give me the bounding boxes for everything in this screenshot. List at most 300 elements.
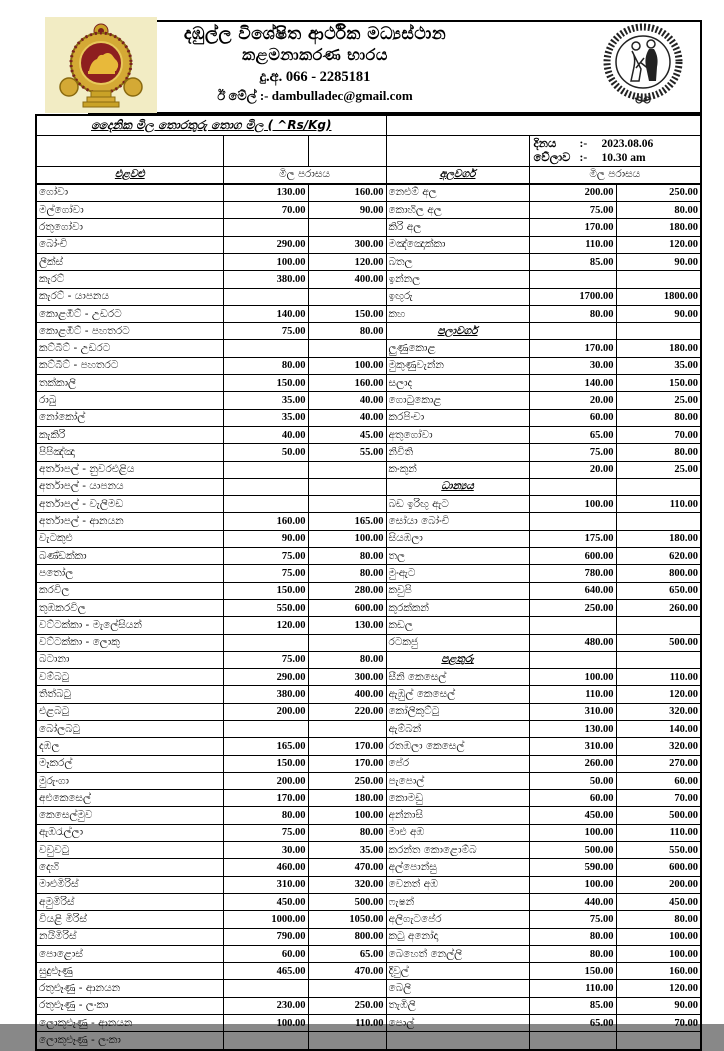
item-name-cell: පැපොල් [386, 772, 529, 789]
item-name-cell: පොළොස් [36, 945, 223, 962]
item-name-cell: අමුමිරිස් [36, 893, 223, 910]
table-row [36, 772, 701, 789]
price-min-cell: 75.00 [529, 202, 616, 219]
table-row [36, 426, 701, 443]
price-min-cell: 780.00 [529, 565, 616, 582]
table-row [36, 461, 701, 478]
price-min-cell [529, 617, 616, 634]
item-name-cell: ලීක්ස් [36, 253, 223, 270]
price-max-cell [308, 340, 386, 357]
price-min-cell: 30.00 [223, 842, 308, 859]
item-name-cell: රතඹලා කෙසෙල් [386, 738, 529, 755]
time-separator: :- [579, 151, 588, 164]
price-min-cell: 140.00 [223, 305, 308, 322]
item-name-cell: රාබු [36, 392, 223, 409]
item-name-cell: කැකිරි [36, 426, 223, 443]
price-min-cell: 75.00 [529, 444, 616, 461]
item-name-cell: සියඹලා [386, 530, 529, 547]
price-min-cell [223, 461, 308, 478]
subtitle-row [36, 115, 701, 135]
price-max-cell [308, 1032, 386, 1050]
item-name-cell: ෆැෂන් [386, 893, 529, 910]
price-rows [36, 184, 701, 1050]
price-min-cell: 80.00 [223, 807, 308, 824]
time-value: 10.30 am [601, 151, 646, 164]
section-header-cell: පළතුරු [386, 651, 529, 668]
item-name-cell: කොළඹීට් - පහතරට [36, 323, 223, 340]
table-row [36, 271, 701, 288]
item-name-cell: පිපිඤ්ඤා [36, 444, 223, 461]
item-name-cell: තක්කාලි [36, 375, 223, 392]
item-name-cell [386, 1032, 529, 1050]
table-row [36, 945, 701, 962]
price-min-cell: 150.00 [223, 375, 308, 392]
table-row [36, 617, 701, 634]
item-name-cell: තුඹකරවිල [36, 599, 223, 616]
item-name-cell: වියළි මිරිස් [36, 911, 223, 928]
price-min-cell: 640.00 [529, 582, 616, 599]
price-max-cell: 470.00 [308, 963, 386, 980]
table-row [36, 859, 701, 876]
item-name-cell: කිරි අල [386, 219, 529, 236]
price-max-cell: 70.00 [616, 790, 701, 807]
price-max-cell [308, 288, 386, 305]
price-min-cell: 75.00 [223, 323, 308, 340]
item-name-cell: කට්බීට් - පහතරට [36, 357, 223, 374]
price-min-cell: 100.00 [529, 669, 616, 686]
price-max-cell: 500.00 [616, 634, 701, 651]
price-max-cell: 150.00 [308, 305, 386, 322]
empty-cell [386, 135, 529, 166]
item-name-cell: කවුපි [386, 582, 529, 599]
item-name-cell: පතෝල [36, 565, 223, 582]
item-name-cell: කැරට් [36, 271, 223, 288]
table-row [36, 911, 701, 928]
price-min-cell: 130.00 [223, 184, 308, 202]
price-min-cell: 65.00 [529, 1015, 616, 1032]
time-label: වේලාව [533, 151, 571, 164]
price-max-cell: 160.00 [308, 375, 386, 392]
price-max-cell: 120.00 [616, 236, 701, 253]
price-min-cell: 150.00 [223, 755, 308, 772]
table-row [36, 375, 701, 392]
table-row [36, 496, 701, 513]
price-max-cell: 300.00 [308, 236, 386, 253]
price-min-cell: 85.00 [529, 253, 616, 270]
price-min-cell: 140.00 [529, 375, 616, 392]
price-max-cell: 120.00 [616, 686, 701, 703]
price-min-cell: 110.00 [529, 686, 616, 703]
price-min-cell: 120.00 [223, 617, 308, 634]
price-max-cell: 180.00 [308, 790, 386, 807]
price-min-cell: 50.00 [223, 444, 308, 461]
price-max-cell: 60.00 [616, 772, 701, 789]
price-min-cell [223, 1032, 308, 1050]
item-name-cell: බෝංචි [36, 236, 223, 253]
price-min-cell: 550.00 [223, 599, 308, 616]
item-name-cell: සෝයා බෝංචි [386, 513, 529, 530]
price-max-cell [616, 271, 701, 288]
table-row [36, 253, 701, 270]
vegetables-column-header: එළවළු [36, 166, 223, 184]
item-name-cell: ඇඹරැල්ලා [36, 824, 223, 841]
price-min-cell: 75.00 [223, 651, 308, 668]
price-min-cell [223, 721, 308, 738]
tubers-column-header: අලවර්ග [386, 166, 529, 184]
price-min-cell: 310.00 [529, 703, 616, 720]
price-min-cell: 40.00 [223, 426, 308, 443]
price-min-cell: 100.00 [529, 496, 616, 513]
table-row [36, 323, 701, 340]
price-min-cell: 80.00 [529, 305, 616, 322]
price-max-cell [616, 513, 701, 530]
item-name-cell: තැඹිලි [386, 997, 529, 1014]
price-max-cell: 45.00 [308, 426, 386, 443]
item-name-cell: තල [386, 548, 529, 565]
price-min-cell: 70.00 [223, 202, 308, 219]
price-min-cell: 150.00 [529, 963, 616, 980]
price-max-cell: 80.00 [616, 202, 701, 219]
item-name-cell: වට්ටක්කා - මැලේසියන් [36, 617, 223, 634]
item-name-cell: නෝකෝල් [36, 409, 223, 426]
price-min-cell: 35.00 [223, 392, 308, 409]
item-name-cell: වැටකුළු [36, 530, 223, 547]
item-name-cell: අලිගැටපේර [386, 911, 529, 928]
price-max-cell: 100.00 [616, 928, 701, 945]
price-max-cell: 500.00 [308, 893, 386, 910]
price-min-cell: 460.00 [223, 859, 308, 876]
table-row [36, 1015, 701, 1032]
item-name-cell: අල්පොන්සු [386, 859, 529, 876]
item-name-cell: කොළඹීට් - උඩරට [36, 305, 223, 322]
price-min-cell: 50.00 [529, 772, 616, 789]
email-line [150, 88, 480, 104]
price-max-cell: 80.00 [616, 911, 701, 928]
price-min-cell: 30.00 [529, 357, 616, 374]
price-min-cell: 130.00 [529, 721, 616, 738]
price-min-cell: 500.00 [529, 842, 616, 859]
item-name-cell: මඤ්ඤොක්කා [386, 236, 529, 253]
item-name-cell: ලොකුළූණු - ආනයන [36, 1015, 223, 1032]
price-max-cell: 70.00 [616, 1015, 701, 1032]
price-min-cell: 100.00 [529, 876, 616, 893]
price-min-cell: 380.00 [223, 271, 308, 288]
price-min-cell: 230.00 [223, 997, 308, 1014]
table-row [36, 184, 701, 202]
price-max-cell: 400.00 [308, 686, 386, 703]
item-name-cell: බටානා [36, 651, 223, 668]
org-title-line2: කළමනාකරණ භාරය [242, 45, 388, 65]
price-max-cell: 250.00 [308, 772, 386, 789]
item-name-cell: දෙහි [36, 859, 223, 876]
price-max-cell: 90.00 [308, 202, 386, 219]
phone-line: දු.අ. 066 - 2285181 [259, 69, 371, 86]
price-min-cell: 85.00 [529, 997, 616, 1014]
price-min-cell [223, 288, 308, 305]
price-min-cell: 110.00 [529, 236, 616, 253]
item-name-cell: රතුළූණු - ආනයන [36, 980, 223, 997]
table-row [36, 790, 701, 807]
table-row [36, 755, 701, 772]
price-max-cell: 80.00 [308, 548, 386, 565]
price-max-cell: 800.00 [616, 565, 701, 582]
date-separator: :- [579, 137, 588, 150]
price-max-cell [616, 1032, 701, 1050]
price-min-cell [529, 271, 616, 288]
table-row [36, 669, 701, 686]
price-max-cell: 150.00 [616, 375, 701, 392]
table-row [36, 288, 701, 305]
table-row [36, 824, 701, 841]
price-max-cell: 90.00 [616, 305, 701, 322]
price-max-cell [308, 219, 386, 236]
item-name-cell: වවුවටු [36, 842, 223, 859]
table-row [36, 565, 701, 582]
price-max-cell: 400.00 [308, 271, 386, 288]
item-name-cell: නයිමිරිස් [36, 928, 223, 945]
table-row [36, 340, 701, 357]
price-min-cell: 100.00 [223, 1015, 308, 1032]
subtitle-cell [36, 115, 386, 135]
item-name-cell: වට්ටක්කා - ලොකු [36, 634, 223, 651]
price-min-cell: 450.00 [529, 807, 616, 824]
price-max-cell: 180.00 [616, 340, 701, 357]
price-max-cell: 600.00 [616, 859, 701, 876]
price-min-cell [223, 634, 308, 651]
price-max-cell: 250.00 [616, 184, 701, 202]
item-name-cell: ඉඟුරු [386, 288, 529, 305]
price-min-cell: 590.00 [529, 859, 616, 876]
price-min-cell [529, 1032, 616, 1050]
price-min-cell: 290.00 [223, 236, 308, 253]
item-name-cell: කෙසෙල්මුව [36, 807, 223, 824]
item-name-cell: කඩල [386, 617, 529, 634]
item-name-cell: කෝලිකුට්ටු [386, 703, 529, 720]
price-max-cell [308, 496, 386, 513]
price-max-cell: 220.00 [308, 703, 386, 720]
price-max-cell: 100.00 [308, 530, 386, 547]
price-min-cell: 290.00 [223, 669, 308, 686]
item-name-cell: රතුළූණු - ලංකා [36, 997, 223, 1014]
price-min-cell: 1700.00 [529, 288, 616, 305]
price-max-cell: 40.00 [308, 392, 386, 409]
table-row [36, 582, 701, 599]
price-max-cell: 55.00 [308, 444, 386, 461]
empty-cell [223, 135, 308, 166]
section-header-cell: පලාවර්ග [386, 323, 529, 340]
trust-seal-icon [593, 24, 693, 108]
price-min-cell: 170.00 [529, 340, 616, 357]
item-name-cell: බතල [386, 253, 529, 270]
item-name-cell: නෙළුම් අල [386, 184, 529, 202]
item-name-cell: කැරට් - යාපනය [36, 288, 223, 305]
item-name-cell: බෙහෙත් නෙල්ලි [386, 945, 529, 962]
price-max-cell: 70.00 [616, 426, 701, 443]
table-row [36, 599, 701, 616]
section-header-cell: ධාන්‍යය [386, 478, 529, 495]
price-min-cell: 200.00 [529, 184, 616, 202]
price-min-cell: 75.00 [223, 548, 308, 565]
item-name-cell: අර්තාපල් - නුවරඑළිය [36, 461, 223, 478]
price-min-cell [529, 323, 616, 340]
item-name-cell: බඩ ඉරිඟු ඇට [386, 496, 529, 513]
price-max-cell: 160.00 [616, 963, 701, 980]
price-max-cell: 80.00 [616, 409, 701, 426]
price-max-cell: 110.00 [616, 824, 701, 841]
price-min-cell [529, 478, 616, 495]
price-min-cell [223, 340, 308, 357]
price-max-cell: 270.00 [616, 755, 701, 772]
item-name-cell: කොමඩු [386, 790, 529, 807]
table-row [36, 478, 701, 495]
sri-lanka-emblem-icon [45, 17, 157, 113]
price-max-cell: 800.00 [308, 928, 386, 945]
price-max-cell: 165.00 [308, 513, 386, 530]
item-name-cell: කොහිල අල [386, 202, 529, 219]
date-value: 2023.08.06 [601, 137, 654, 150]
price-max-cell [308, 478, 386, 495]
table-row [36, 928, 701, 945]
price-min-cell: 20.00 [529, 461, 616, 478]
item-name-cell: මෑකරල් [36, 755, 223, 772]
price-min-cell: 790.00 [223, 928, 308, 945]
item-name-cell: අර්තාපල් - යාපනය [36, 478, 223, 495]
item-name-cell: බෝලබටු [36, 721, 223, 738]
item-name-cell: රටකජු [386, 634, 529, 651]
price-max-cell: 35.00 [616, 357, 701, 374]
price-max-cell: 80.00 [616, 444, 701, 461]
item-name-cell: තිත්බටු [36, 686, 223, 703]
price-table [35, 114, 702, 1051]
price-max-cell: 450.00 [616, 893, 701, 910]
empty-cell [36, 135, 223, 166]
item-name-cell: අතුගෝවා [386, 426, 529, 443]
column-header-row [36, 166, 701, 184]
item-name-cell: කරපිංචා [386, 409, 529, 426]
price-max-cell [308, 980, 386, 997]
item-name-cell: කට්බීට් - උඩරට [36, 340, 223, 357]
price-min-cell: 440.00 [529, 893, 616, 910]
price-max-cell: 320.00 [616, 738, 701, 755]
item-name-cell: මාළු අඹ [386, 824, 529, 841]
price-min-cell: 310.00 [223, 876, 308, 893]
price-max-cell: 620.00 [616, 548, 701, 565]
price-max-cell: 180.00 [616, 530, 701, 547]
header-text-block [150, 24, 480, 104]
item-name-cell: අළුකෙසෙල් [36, 790, 223, 807]
price-max-cell: 470.00 [308, 859, 386, 876]
price-max-cell: 80.00 [308, 323, 386, 340]
price-min-cell: 80.00 [529, 945, 616, 962]
subtitle-text: දෛනික මිල තොරතුරු තොග මිල ( ^Rs/Kg) [91, 117, 332, 132]
table-row [36, 236, 701, 253]
price-max-cell: 90.00 [616, 253, 701, 270]
price-min-cell: 250.00 [529, 599, 616, 616]
price-max-cell [616, 478, 701, 495]
price-min-cell: 80.00 [223, 357, 308, 374]
table-row [36, 963, 701, 980]
table-row [36, 513, 701, 530]
price-max-cell: 100.00 [308, 357, 386, 374]
item-name-cell: කංකුන් [386, 461, 529, 478]
email-address: dambulladec@gmail.com [271, 88, 413, 104]
price-max-cell: 280.00 [308, 582, 386, 599]
price-min-cell: 260.00 [529, 755, 616, 772]
item-name-cell: බෙලි [386, 980, 529, 997]
price-max-cell: 80.00 [308, 651, 386, 668]
price-max-cell: 180.00 [616, 219, 701, 236]
price-max-cell: 120.00 [308, 253, 386, 270]
table-row [36, 893, 701, 910]
price-max-cell: 170.00 [308, 738, 386, 755]
table-row [36, 876, 701, 893]
price-min-cell: 465.00 [223, 963, 308, 980]
price-min-cell: 600.00 [529, 548, 616, 565]
price-max-cell: 260.00 [616, 599, 701, 616]
item-name-cell: වෙනත් අඹ [386, 876, 529, 893]
price-max-cell: 130.00 [308, 617, 386, 634]
item-name-cell: මාළුමිරිස් [36, 876, 223, 893]
table-row [36, 807, 701, 824]
price-min-cell: 165.00 [223, 738, 308, 755]
price-min-cell: 170.00 [529, 219, 616, 236]
item-name-cell: ගොටුකොළ [386, 392, 529, 409]
table-row [36, 651, 701, 668]
price-max-cell: 110.00 [616, 669, 701, 686]
table-row [36, 548, 701, 565]
item-name-cell: අර්තාපල් - ආනයන [36, 513, 223, 530]
item-name-cell: ලුණුකොළ [386, 340, 529, 357]
table-row [36, 1032, 701, 1050]
item-name-cell: කටු අනෝදා [386, 928, 529, 945]
price-max-cell: 110.00 [616, 496, 701, 513]
price-min-cell: 80.00 [529, 928, 616, 945]
price-min-cell: 310.00 [529, 738, 616, 755]
price-min-cell [223, 496, 308, 513]
table-row [36, 392, 701, 409]
item-name-cell: එළබටු [36, 703, 223, 720]
item-name-cell: කරවිල [36, 582, 223, 599]
table-row [36, 686, 701, 703]
price-min-cell: 450.00 [223, 893, 308, 910]
table-row [36, 703, 701, 720]
price-min-cell: 75.00 [529, 911, 616, 928]
item-name-cell: නිවිති [386, 444, 529, 461]
date-label: දිනය [533, 137, 557, 150]
price-min-cell: 100.00 [529, 824, 616, 841]
table-row [36, 409, 701, 426]
price-min-cell: 100.00 [223, 253, 308, 270]
price-max-cell [308, 634, 386, 651]
price-max-cell: 1800.00 [616, 288, 701, 305]
item-name-cell: දිවුල් [386, 963, 529, 980]
price-max-cell [616, 651, 701, 668]
email-label: ඊ මේල් :- [217, 88, 269, 104]
item-name-cell: පේර [386, 755, 529, 772]
price-max-cell [616, 617, 701, 634]
price-min-cell: 90.00 [223, 530, 308, 547]
price-max-cell: 25.00 [616, 392, 701, 409]
table-row [36, 219, 701, 236]
item-name-cell: ඉන්නල [386, 271, 529, 288]
price-min-cell: 110.00 [529, 980, 616, 997]
item-name-cell: මුකුණුවැන්න [386, 357, 529, 374]
org-title-line1: දඹුල්ල විශේෂිත ආර්ථික මධ්‍යස්ථාන [183, 24, 447, 44]
price-max-cell: 550.00 [616, 842, 701, 859]
price-min-cell: 150.00 [223, 582, 308, 599]
item-name-cell: ගෝවා [36, 184, 223, 202]
price-max-cell: 300.00 [308, 669, 386, 686]
